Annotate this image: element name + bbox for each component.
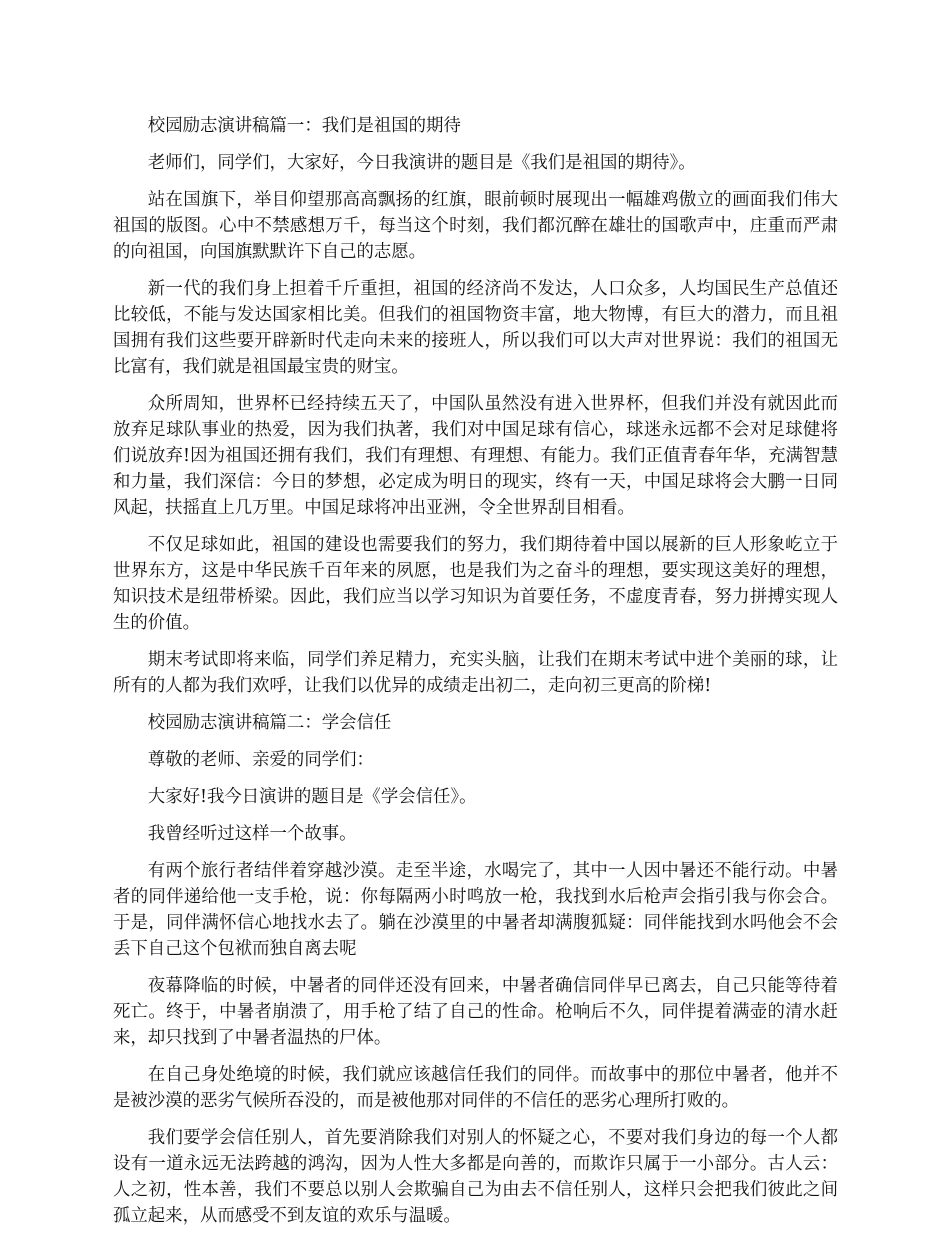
paragraph: 我们要学会信任别人，首先要消除我们对别人的怀疑之心，不要对我们身边的每一个人都设有一道永远无法跨越的鸿沟，因为人性大多都是向善的，而欺诈只属于一小部分。古人云：人之初，性本善，我们不要总以别人会欺骗自己为由去不信任别人，这样只会把我们彼此之间孤立起来，从而感受不到友谊的欢乐与温暖。 (113, 1128, 838, 1226)
paragraph: 老师们，同学们，大家好，今日我演讲的题目是《我们是祖国的期待》。 (147, 153, 696, 173)
paragraph: 新一代的我们身上担着千斤重担，祖国的经济尚不发达，人口众多，人均国民生产总值还比较低，不能与发达国家相比美。但我们的祖国物资丰富，地大物博，有巨大的潜力，而且祖国拥有我们这些要开辟新时代走向未来的接班人，所以我们可以大声对世界说：我们的祖国无比富有，我们就是祖国最宝贵的财宝。 (113, 279, 838, 377)
paragraph: 大家好!我今日演讲的题目是《学会信任》。 (147, 787, 477, 807)
paragraph: 站在国旗下，举目仰望那高高飘扬的红旗，眼前顿时展现出一幅雄鸡傲立的画面我们伟大祖国的版图。心中不禁感想万千，每当这个时刻，我们都沉醉在雄壮的国歌声中，庄重而严肃的向祖国，向国旗默默许下自己的志愿。 (113, 190, 838, 262)
paragraph: 众所周知，世界杯已经持续五天了，中国队虽然没有进入世界杯，但我们并没有就因此而放弃足球队事业的热爱，因为我们执著，我们对中国足球有信心，球迷永远都不会对足球健将们说放弃!因为祖国还拥有我们，我们有理想、有理想、有能力。我们正值青春年华，充满智慧和力量，我们深信：今日的梦想，必定成为明日的现实，终有一天，中国足球将会大鹏一日同风起，扶摇直上几万里。中国足球将冲出亚洲，令全世界刮目相看。 (113, 394, 838, 518)
paragraph: 我曾经听过这样一个故事。 (147, 824, 357, 844)
paragraph: 不仅足球如此，祖国的建设也需要我们的努力，我们期待着中国以展新的巨人形象屹立于世界东方，这是中华民族千百年来的夙愿，也是我们为之奋斗的理想，要实现这美好的理想，知识技术是纽带桥梁。因此，我们应当以学习知识为首要任务，不虚度青春，努力拼搏实现人生的价值。 (113, 535, 838, 633)
paragraph: 尊敬的老师、亲爱的同学们： (147, 750, 374, 770)
paragraph: 夜幕降临的时候，中暑者的同伴还没有回来，中暑者确信同伴早已离去，自己只能等待着死亡。终于，中暑者崩溃了，用手枪了结了自己的性命。枪响后不久，同伴提着满壶的清水赶来，却只找到了中暑者温热的尸体。 (113, 976, 838, 1048)
paragraph: 期末考试即将来临，同学们养足精力，充实头脑，让我们在期末考试中进个美丽的球，让所有的人都为我们欢呼，让我们以优异的成绩走出初二，走向初三更高的阶梯! (113, 650, 838, 696)
paragraph: 在自己身处绝境的时候，我们就应该越信任我们的同伴。而故事中的那位中暑者，他并不是被沙漠的恶劣气候所吞没的，而是被他那对同伴的不信任的恶劣心理所打败的。 (113, 1065, 838, 1111)
section-title: 校园励志演讲稿篇一：我们是祖国的期待 (147, 116, 461, 136)
document-body (113, 113, 838, 1240)
section-title: 校园励志演讲稿篇二：学会信任 (147, 713, 392, 733)
paragraph: 有两个旅行者结伴着穿越沙漠。走至半途，水喝完了，其中一人因中暑还不能行动。中暑者的同伴递给他一支手枪，说：你每隔两小时鸣放一枪，我找到水后枪声会指引我与你会合。于是，同伴满怀信心地找水去了。躺在沙漠里的中暑者却满腹狐疑：同伴能找到水吗他会不会丢下自己这个包袱而独自离去呢 (113, 861, 838, 959)
